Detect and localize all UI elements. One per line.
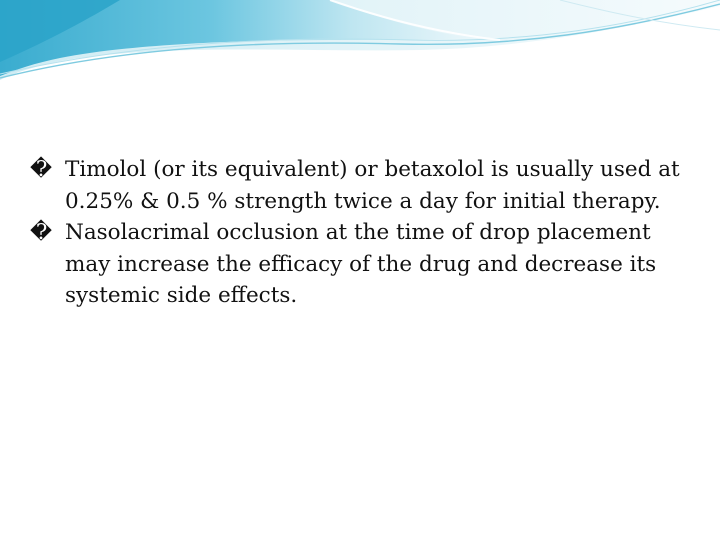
- bullet-item: [30, 217, 690, 312]
- bullet-glyph-icon: �: [30, 157, 53, 182]
- bullet-list: [30, 154, 690, 312]
- bullet-text: Nasolacrimal occlusion at the time of drop placement may increase the efficacy of the drug and decrease its systemic side effects.: [65, 220, 657, 308]
- bullet-item: [30, 154, 690, 217]
- bullet-glyph-icon: �: [30, 220, 53, 245]
- bullet-text: Timolol (or its equivalent) or betaxolol is usually used at 0.25% & 0.5 % strength twice a day for initial therapy.: [65, 157, 680, 214]
- header-wave-decoration: [0, 0, 720, 90]
